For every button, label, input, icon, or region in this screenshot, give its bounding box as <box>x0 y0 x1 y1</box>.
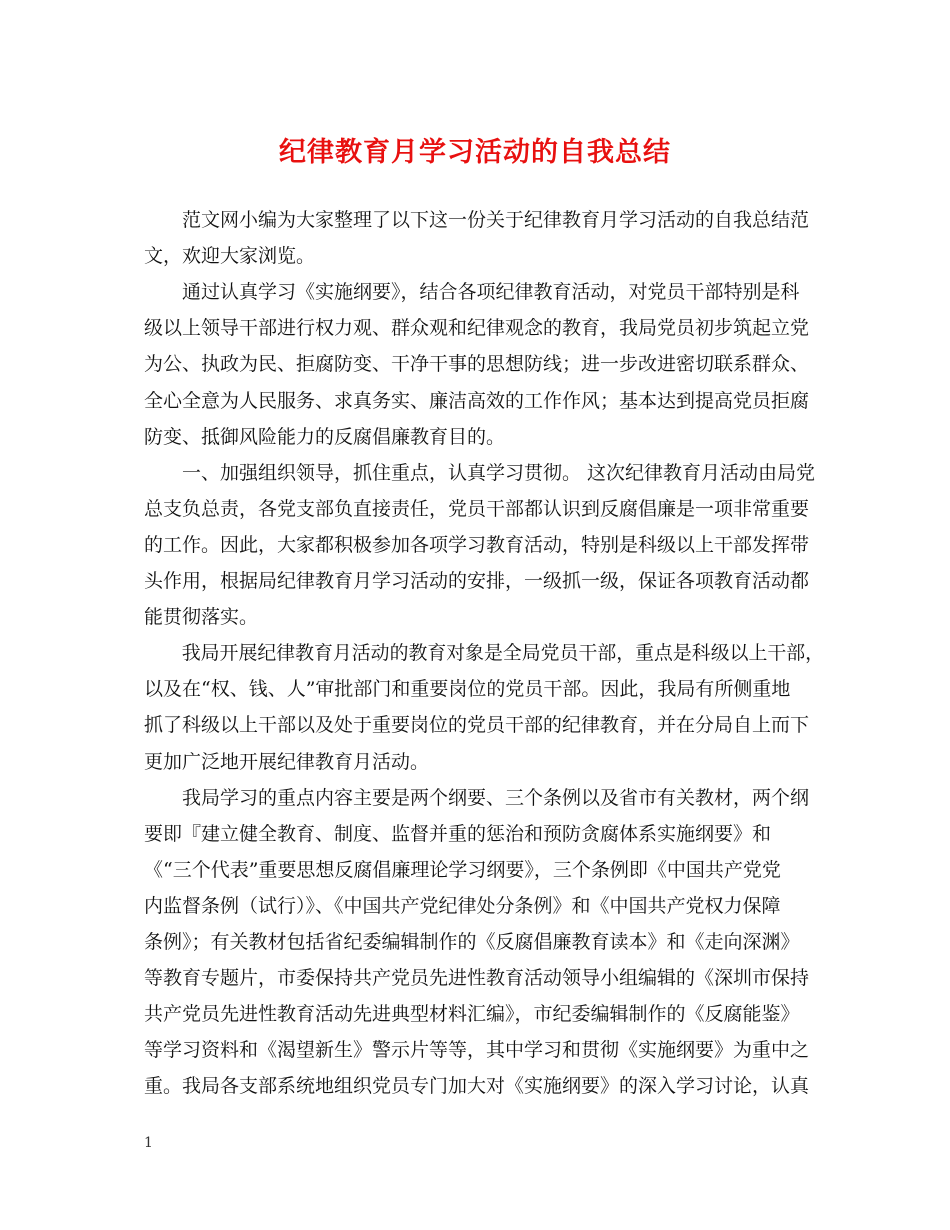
body-line: 总支负总责，各党支部负直接责任，党员干部都认识到反腐倡廉是一项非常重要 <box>144 497 810 520</box>
body-line: 等学习资料和《渴望新生》警示片等等，其中学习和贯彻《实施纲要》为重中之 <box>144 1039 810 1062</box>
body-line: 等教育专题片，市委保持共产党员先进性教育活动领导小组编辑的《深圳市保持 <box>144 967 810 990</box>
body-line: 要即『建立健全教育、制度、监督并重的惩治和预防贪腐体系实施纲要》和 <box>144 822 772 845</box>
body-line: 全心全意为人民服务、求真务实、廉洁高效的工作作风；基本达到提高党员拒腐 <box>144 389 810 412</box>
body-line: 的工作。因此，大家都积极参加各项学习教育活动，特别是科级以上干部发挥带 <box>144 533 810 556</box>
body-line: 头作用，根据局纪律教育月学习活动的安排，一级抓一级，保证各项教育活动都 <box>144 570 810 592</box>
document-title: 纪律教育月学习活动的自我总结 <box>279 137 671 168</box>
body-line: 能贯彻落实。 <box>144 606 259 629</box>
body-line: 一、加强组织领导，抓住重点，认真学习贯彻。 这次纪律教育月活动由局党 <box>144 461 816 484</box>
body-line: 更加广泛地开展纪律教育月活动。 <box>144 750 430 773</box>
body-line: 抓了科级以上干部以及处于重要岗位的党员干部的纪律教育，并在分局自上而下 <box>144 714 810 737</box>
body-line: 重。我局各支部系统地组织党员专门加大对《实施纲要》的深入学习讨论，认真 <box>144 1075 810 1098</box>
body-line: 防变、抵御风险能力的反腐倡廉教育目的。 <box>144 425 506 448</box>
body-line: 文，欢迎大家浏览。 <box>144 245 316 268</box>
body-line: 以及在“权、钱、人”审批部门和重要岗位的党员干部。因此，我局有所侧重地 <box>144 678 791 701</box>
body-line: 内监督条例（试行）》、《中国共产党纪律处分条例》和《中国共产党权力保障 <box>144 894 781 917</box>
body-line: 条例》；有关教材包括省纪委编辑制作的《反腐倡廉教育读本》和《走向深渊》 <box>144 931 800 953</box>
body-line: 我局开展纪律教育月活动的教育对象是全局党员干部，重点是科级以上干部， <box>144 642 825 665</box>
body-line: 通过认真学习《实施纲要》，结合各项纪律教育活动，对党员干部特别是科 <box>144 281 800 304</box>
body-line: 范文网小编为大家整理了以下这一份关于纪律教育月学习活动的自我总结范 <box>144 209 810 231</box>
body-line: 《“三个代表”重要思想反腐倡廉理论学习纲要》，三个条例即《中国共产党党 <box>144 858 781 881</box>
body-line: 为公、执政为民、拒腐防变、干净干事的思想防线；进一步改进密切联系群众、 <box>144 353 810 376</box>
body-line: 我局学习的重点内容主要是两个纲要、三个条例以及省市有关教材，两个纲 <box>144 786 810 809</box>
page-number: 1 <box>144 1135 153 1151</box>
body-line: 级以上领导干部进行权力观、群众观和纪律观念的教育，我局党员初步筑起立党 <box>144 317 810 340</box>
body-line: 共产党员先进性教育活动先进典型材料汇编》，市纪委编辑制作的《反腐能鉴》 <box>144 1003 800 1026</box>
